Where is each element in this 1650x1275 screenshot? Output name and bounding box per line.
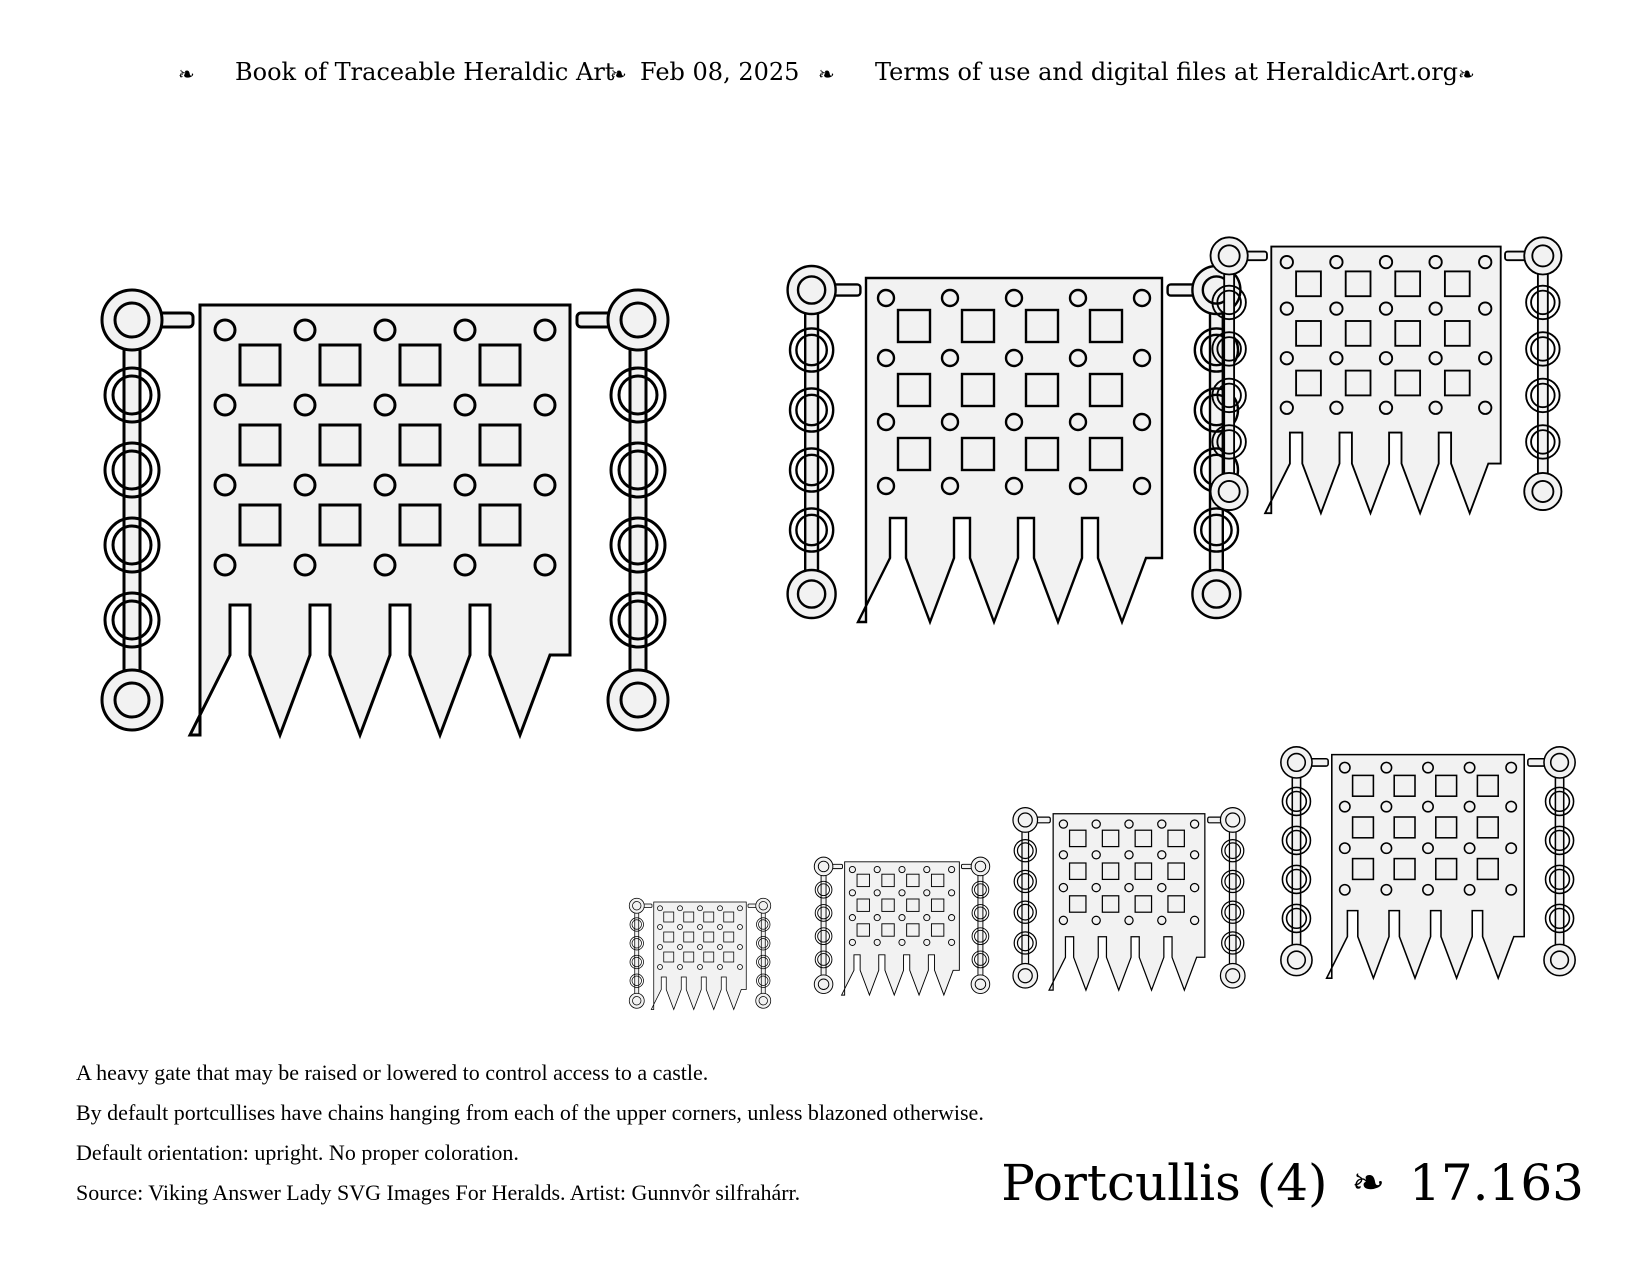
description-line: Default orientation: upright. No proper coloration. bbox=[76, 1140, 519, 1165]
portcullis-small-2 bbox=[814, 857, 989, 995]
header-fleuron-2: ❧ bbox=[610, 62, 627, 86]
book-title: Book of Traceable Heraldic Art bbox=[235, 58, 615, 86]
terms-of-use: Terms of use and digital files at HeraldicArt.org bbox=[875, 58, 1459, 86]
portcullis-small-1 bbox=[629, 898, 771, 1009]
portcullis-small-4 bbox=[1281, 747, 1575, 978]
portcullis-small-3 bbox=[1013, 808, 1245, 990]
description-line: Source: Viking Answer Lady SVG Images For Heralds. Artist: Gunnvôr silfrahárr. bbox=[76, 1180, 801, 1205]
description-line: A heavy gate that may be raised or lowered to control access to a castle. bbox=[76, 1060, 709, 1085]
header-fleuron-3: ❧ bbox=[818, 62, 835, 86]
entry-number: 17.163 bbox=[1409, 1154, 1584, 1212]
header-fleuron-1: ❧ bbox=[178, 62, 195, 86]
portcullis-large-2 bbox=[788, 266, 1241, 622]
entry-title bbox=[1001, 1148, 1584, 1218]
entry-name: Portcullis (4) bbox=[1001, 1154, 1328, 1212]
description-line: By default portcullises have chains hanging from each of the upper corners, unless blazoned otherwise. bbox=[76, 1100, 984, 1125]
header-date: Feb 08, 2025 bbox=[640, 58, 800, 86]
title-fleuron: ❧ bbox=[1351, 1160, 1386, 1206]
header-fleuron-4: ❧ bbox=[1458, 62, 1475, 86]
portcullis-large-1 bbox=[102, 290, 668, 735]
description-block bbox=[76, 1053, 984, 1213]
portcullis-large-3 bbox=[1211, 237, 1562, 513]
